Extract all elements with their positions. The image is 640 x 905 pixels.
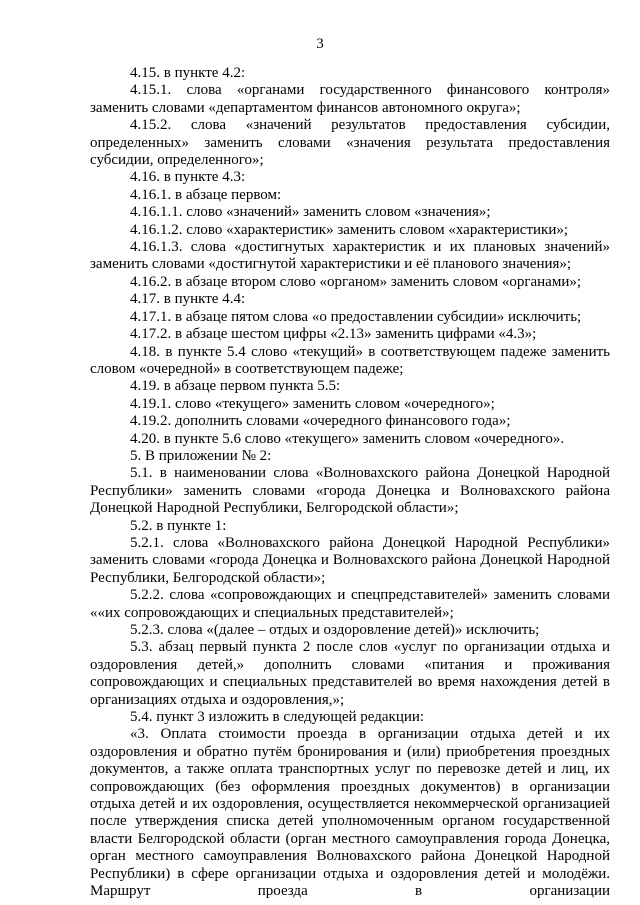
paragraph: 4.16. в пункте 4.3: (130, 169, 246, 186)
paragraph: «3. Оплата стоимости проезда в организации отдыха детей и их оздоровления и обратно путём бронирования и (или) приобретения проездных документов, а также оплата транспортных услуг по перевозке детей и лиц, их сопровождающих (без оформления проездных документов) в организации отдыха детей и их оздоровления, осуществляется некоммерческой организацией после утверждения списка детей уполномоченным органом государственной власти Белгородской области (орган местного самоуправления города Донецка, орган местного самоуправления Волновахского района Донецкой Народной Республики) в сфере организации отдыха и оздоровления детей и молодёжи. Маршрут проезда в организации (90, 726, 610, 900)
paragraph: 4.16.1.1. слово «значений» заменить словом «значения»; (130, 204, 491, 221)
page-number: 3 (316, 36, 324, 52)
paragraph: 4.17.1. в абзаце пятом слова «о предоставлении субсидии» исключить; (130, 308, 582, 325)
paragraph: 4.19.1. слово «текущего» заменить словом «очередного»; (130, 395, 495, 412)
paragraph: 5.2. в пункте 1: (130, 517, 227, 534)
paragraph: 4.20. в пункте 5.6 слово «текущего» заменить словом «очередного». (130, 430, 565, 447)
paragraph: 4.15.1. слова «органами государственного финансового контроля» заменить словами «департаментом финансов автономного округа»; (90, 82, 610, 116)
paragraph: 5.4. пункт 3 изложить в следующей редакции: (130, 709, 425, 726)
paragraph: 4.16.1.2. слово «характеристик» заменить словом «характеристики»; (130, 221, 569, 238)
paragraph: 4.16.1.3. слова «достигнутых характеристик и их плановых значений» заменить словами «достигнутой характеристики и её планового значения»; (90, 239, 610, 273)
paragraph: 5.3. абзац первый пункта 2 после слов «услуг по организации отдыха и оздоровления детей,» дополнить словами «питания и проживания сопровождающих и специальных представителей во время нахождения детей в организациях отдыха и оздоровления,»; (90, 639, 610, 708)
paragraph: 4.18. в пункте 5.4 слово «текущий» в соответствующем падеже заменить словом «очередной» в соответствующем падеже; (90, 343, 610, 377)
paragraph: 5.2.2. слова «сопровождающих и спецпредставителей» заменить словами ««их сопровождающих и специальных представителей»; (90, 587, 610, 621)
paragraph: 4.17. в пункте 4.4: (130, 291, 246, 308)
paragraph: 4.15. в пункте 4.2: (130, 65, 246, 81)
paragraph: 5.2.1. слова «Волновахского района Донецкой Народной Республики» заменить словами «города Донецка и Волновахского района Донецкой Народной Республики, Белгородской области»; (90, 534, 610, 586)
paragraph: 4.19. в абзаце первом пункта 5.5: (130, 378, 341, 395)
paragraph: 4.16.2. в абзаце втором слово «органом» заменить словом «органами»; (130, 273, 582, 290)
paragraph: 4.16.1. в абзаце первом: (130, 186, 282, 203)
paragraph: 4.17.2. в абзаце шестом цифры «2.13» заменить цифрами «4.3»; (130, 326, 537, 343)
paragraph: 4.19.2. дополнить словами «очередного финансового года»; (130, 413, 511, 430)
document-body (90, 65, 610, 901)
paragraph: 5.1. в наименовании слова «Волновахского района Донецкой Народной Республики» заменить словами «города Донецка и Волновахского района Донецкой Народной Республики, Белгородской области»; (90, 465, 610, 517)
paragraph: 5.2.3. слова «(далее – отдых и оздоровление детей)» исключить; (130, 622, 540, 638)
paragraph: 4.15.2. слова «значений результатов предоставления субсидии, определенных» заменить словами «значения результата предоставления субсидии, определенного»; (90, 117, 610, 169)
paragraph: 5. В приложении № 2: (130, 447, 272, 464)
